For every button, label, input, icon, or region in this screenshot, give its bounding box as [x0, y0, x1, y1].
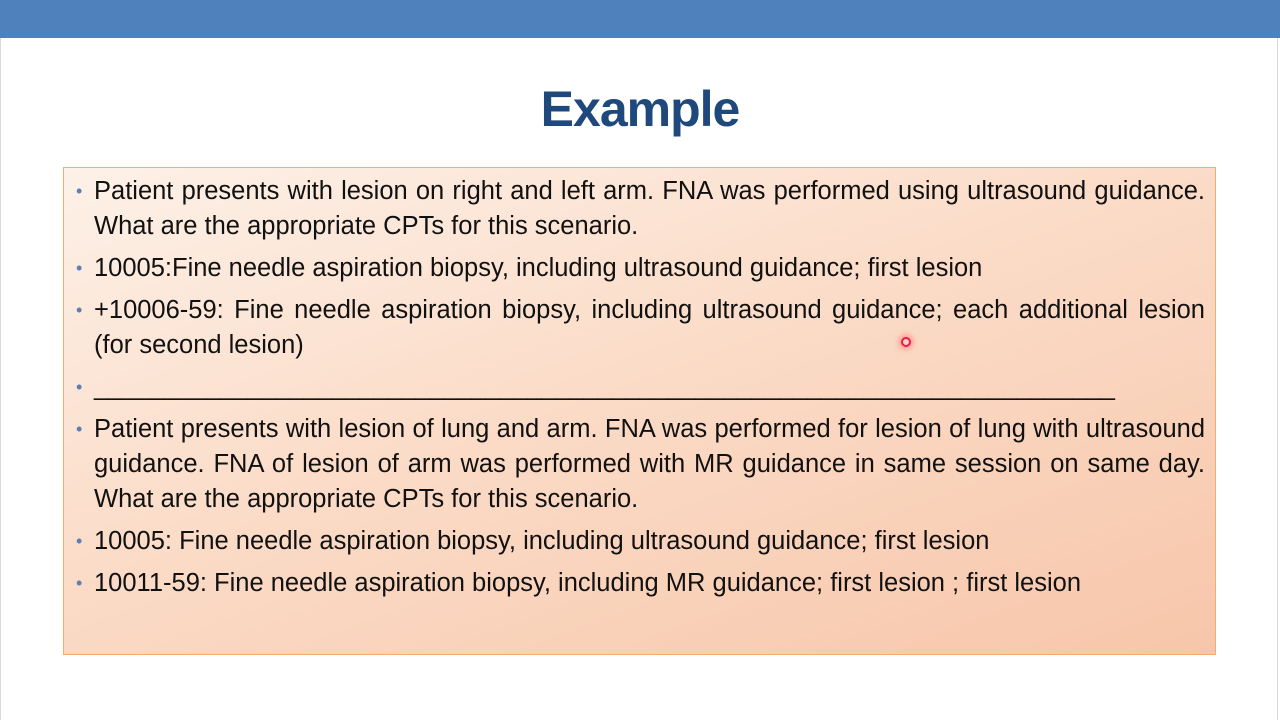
bullet-item: [76, 524, 1205, 559]
bullet-item: [76, 174, 1205, 244]
bullet-text: 10005: Fine needle aspiration biopsy, including ultrasound guidance; first lesion: [94, 527, 990, 555]
bullet-item: [76, 566, 1205, 601]
bullet-text: 10005:Fine needle aspiration biopsy, including ultrasound guidance; first lesion: [94, 254, 983, 282]
separator-line: _________________________________________________________________________: [94, 373, 1115, 401]
bullet-icon: •: [76, 300, 83, 320]
laser-pointer-icon: [901, 337, 911, 347]
bullet-item: [76, 251, 1205, 286]
bullet-text: +10006-59: Fine needle aspiration biopsy, including ultrasound guidance; each additional lesion (for second lesion): [94, 296, 1205, 359]
bullet-icon: •: [76, 531, 83, 551]
bullet-item: [76, 412, 1205, 517]
bullet-text: 10011-59: Fine needle aspiration biopsy, including MR guidance; first lesion ; first lesion: [94, 569, 1082, 597]
slide-title: Example: [540, 81, 740, 137]
top-accent-bar: [0, 0, 1280, 38]
bullet-text: Patient presents with lesion of lung and arm. FNA was performed for lesion of lung with ultrasound guidance. FNA of lesion of arm was performed with MR guidance in same session on same day. What are the appropriate CPTs for this scenario.: [94, 415, 1205, 513]
bullet-icon: •: [76, 377, 83, 397]
separator-item: [76, 370, 1205, 405]
bullet-icon: •: [76, 258, 83, 278]
content-box: [63, 167, 1216, 655]
bullet-icon: •: [76, 419, 83, 439]
bullet-icon: •: [76, 181, 83, 201]
bullet-icon: •: [76, 573, 83, 593]
bullet-text: Patient presents with lesion on right and left arm. FNA was performed using ultrasound guidance. What are the appropriate CPTs for this scenario.: [94, 177, 1205, 240]
bullet-item: [76, 293, 1205, 363]
